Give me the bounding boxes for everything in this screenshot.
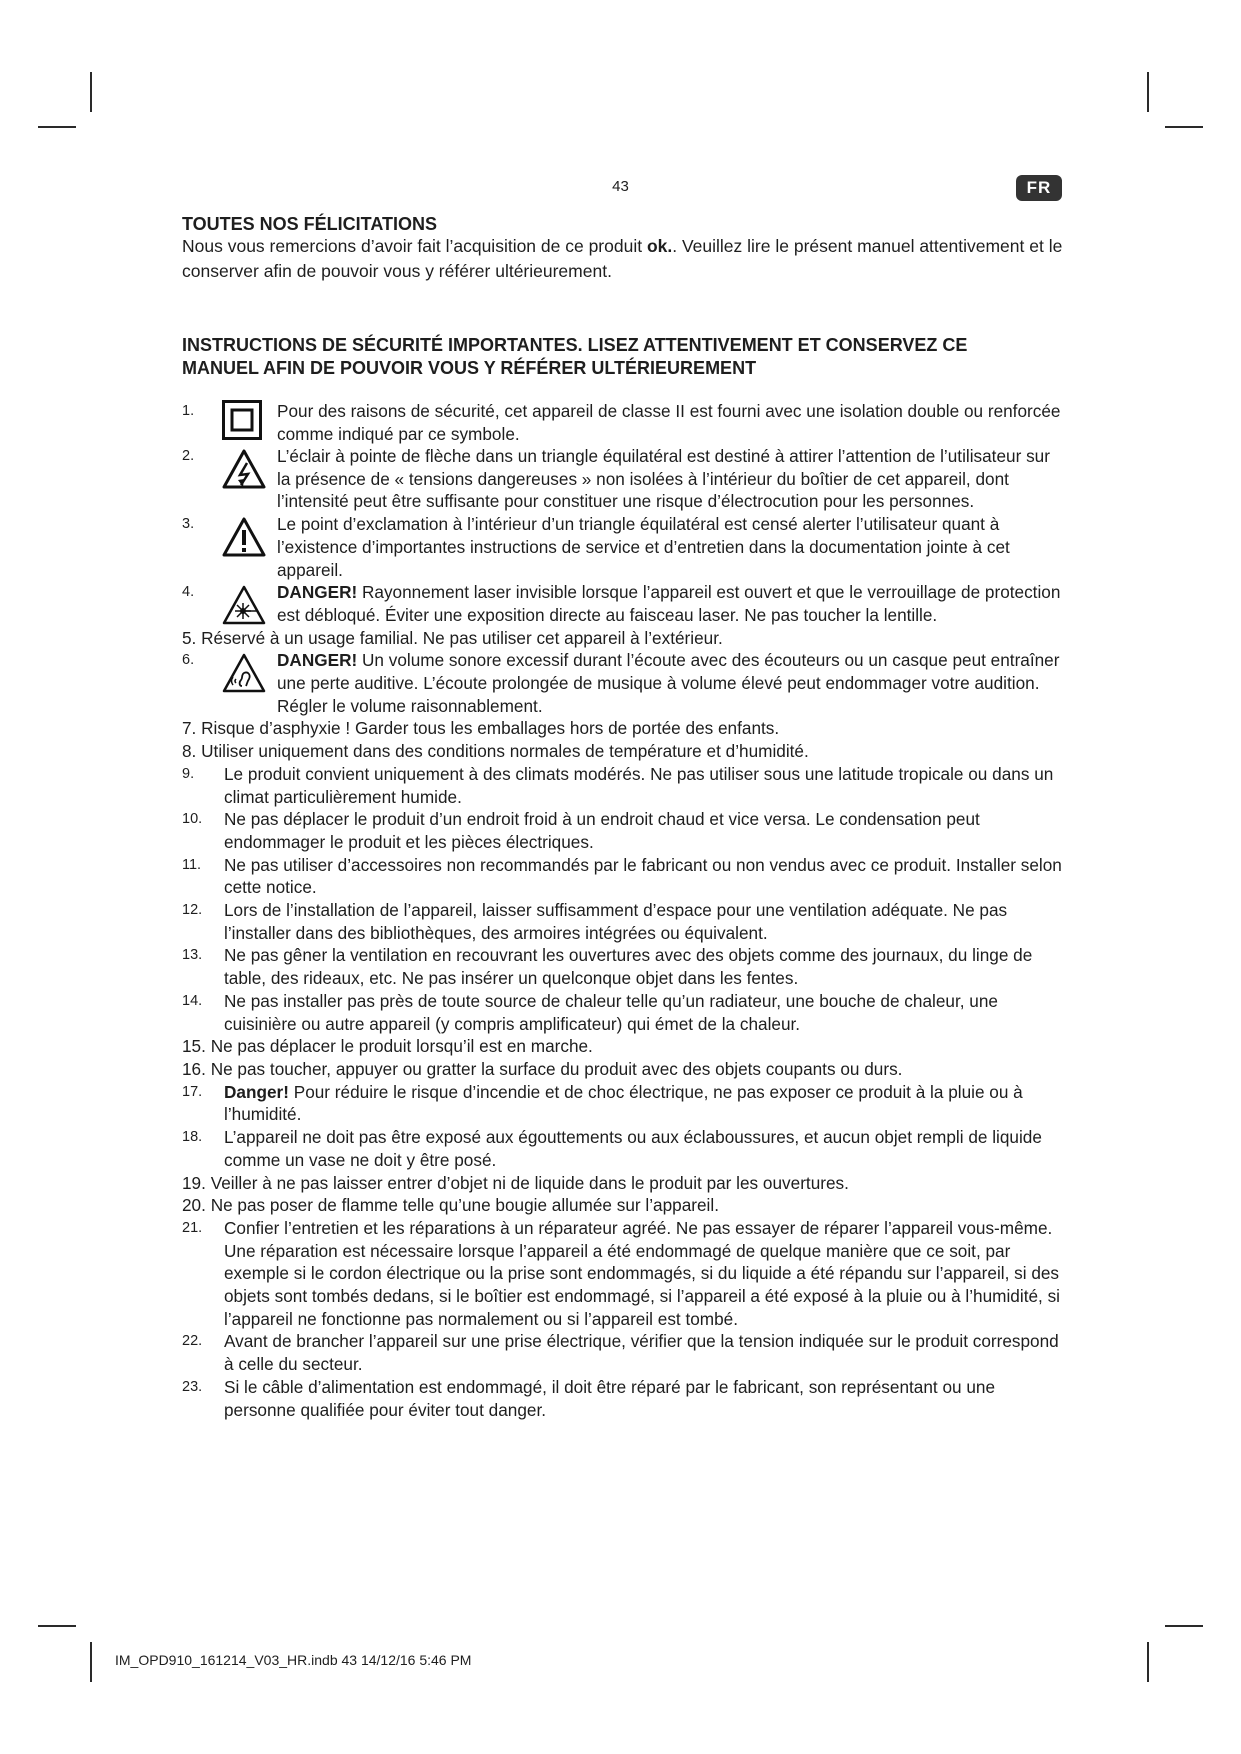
crop-mark-top-right-horizontal — [1165, 126, 1203, 128]
list-item: 3. Le point d’exclamation à l’intérieur d’un triangle équilatéral est censé alerter l’utilisateur quant à l’existence d’importantes instructions de service et d’entretien dans la documentation jointe à cet appareil. — [182, 514, 1010, 580]
list-item: 17. Danger! Pour réduire le risque d’incendie et de choc électrique, ne pas exposer ce produit à la pluie ou à l’humidité. — [182, 1081, 1023, 1125]
list-item: 4. DANGER! Rayonnement laser invisible lorsque l’appareil est ouvert et que le verrouillage de protection est débloqué. Éviter une exposition directe au faisceau laser. Ne pas toucher la lentille. — [182, 582, 1061, 625]
list-item: 5. Réservé à un usage familial. Ne pas utiliser cet appareil à l’extérieur. — [182, 627, 723, 648]
double-insulation-icon — [222, 400, 262, 440]
electric-shock-warning-icon — [222, 449, 266, 489]
safety-heading: INSTRUCTIONS DE SÉCURITÉ IMPORTANTES. LISEZ ATTENTIVEMENT ET CONSERVEZ CE MANUEL AFIN DE POUVOIR VOUS Y RÉFÉRER ULTÉRIEUREMENT — [182, 335, 968, 378]
list-item: 22. Avant de brancher l’appareil sur une prise électrique, vérifier que la tension indiquée sur le produit correspond à celle du secteur. — [182, 1331, 1059, 1375]
crop-mark-top-right-vertical — [1147, 72, 1149, 112]
list-item: 8. Utiliser uniquement dans des conditions normales de température et d’humidité. — [182, 741, 809, 762]
hearing-damage-warning-icon — [222, 653, 266, 693]
congrats-title: TOUTES NOS FÉLICITATIONS — [182, 214, 438, 234]
language-badge: FR — [1016, 175, 1062, 201]
crop-mark-top-left-horizontal — [38, 126, 76, 128]
crop-mark-bottom-left-horizontal — [38, 1625, 76, 1627]
safety-instructions-list — [182, 400, 1062, 1421]
exclamation-warning-icon — [222, 517, 266, 557]
list-item: 19. Veiller à ne pas laisser entrer d’objet ni de liquide dans le produit par les ouvertures. — [182, 1172, 849, 1193]
list-item: 15. Ne pas déplacer le produit lorsqu’il est en marche. — [182, 1036, 593, 1057]
laser-warning-icon — [222, 585, 266, 625]
crop-mark-bottom-right-horizontal — [1165, 1625, 1203, 1627]
brand-name: ok. — [646, 236, 673, 256]
list-item: 2. L’éclair à pointe de flèche dans un triangle équilatéral est destiné à attirer l’attention de l’utilisateur sur la présence de « tensions dangereuses » non isolées à l’intérieur du boîtier de cet appareil, dont l’intensité peut être suffisante pour constituer une risque d’électrocution pour les personnes. — [182, 446, 1050, 512]
list-item: 21. Confier l’entretien et les réparations à un réparateur agréé. Ne pas essayer de réparer l’appareil vous-même. Une réparation est nécessaire lorsque l’appareil a été endommagé de quelque manière que ce soit, par exemple si le cordon électrique ou la prise sont endommagés, si du liquide a été répandu sur l’appareil, si des objets sont tombés dedans, si le boîtier est endommagé, si l’appareil a été exposé à la pluie ou à l’humidité, si l’appareil ne fonctionne pas normalement ou si l’appareil est tombé. — [182, 1217, 1060, 1329]
print-slug-footer: IM_OPD910_161214_V03_HR.indb 43 14/12/16 5:46 PM — [115, 1652, 472, 1668]
list-item: 16. Ne pas toucher, appuyer ou gratter la surface du produit avec des objets coupants ou durs. — [182, 1058, 903, 1079]
list-item: 14. Ne pas installer pas près de toute source de chaleur telle qu’un radiateur, une bouche de chaleur, une cuisinière ou autre appareil (y compris amplificateur) qui émet de la chaleur. — [182, 990, 998, 1034]
list-item: 13. Ne pas gêner la ventilation en recouvrant les ouvertures avec des objets comme des journaux, du linge de table, des rideaux, etc. Ne pas insérer un quelconque objet dans les fentes. — [182, 945, 1033, 989]
list-item: 12. Lors de l’installation de l’appareil, laisser suffisamment d’espace pour une ventilation adéquate. Ne pas l’installer dans des bibliothèques, des armoires intégrées ou équivalent. — [182, 900, 1008, 943]
list-item: 6. DANGER! Un volume sonore excessif durant l’écoute avec des écouteurs ou un casque peut entraîner une perte auditive. L’écoute prolongée de musique à volume élevé peut endommager votre audition. Régler le volume raisonnablement. — [182, 650, 1060, 716]
crop-mark-top-left-vertical — [90, 72, 92, 112]
list-item: 10. Ne pas déplacer le produit d’un endroit froid à un endroit chaud et vice versa. Le condensation peut endommager le produit et les pièces électriques. — [182, 809, 980, 852]
list-item: 18. L’appareil ne doit pas être exposé aux égouttements ou aux éclaboussures, et aucun objet rempli de liquide comme un vase ne doit y être posé. — [182, 1127, 1042, 1170]
page-number: 43 — [612, 178, 629, 195]
crop-mark-bottom-right-vertical — [1147, 1642, 1149, 1682]
list-item: 7. Risque d’asphyxie ! Garder tous les emballages hors de portée des enfants. — [182, 718, 780, 739]
list-item: 11. Ne pas utiliser d’accessoires non recommandés par le fabricant ou non vendus avec ce produit. Installer selon cette notice. — [182, 854, 1062, 898]
list-item: 20. Ne pas poser de flamme telle qu’une bougie allumée sur l’appareil. — [182, 1195, 719, 1216]
congrats-text: Nous vous remercions d’avoir fait l’acquisition de ce produit ok.. Veuillez lire le présent manuel attentivement et le conserver afin de pouvoir vous y référer ultérieurement. — [182, 236, 1063, 281]
list-item: 23. Si le câble d’alimentation est endommagé, il doit être réparé par le fabricant, son représentant ou une personne qualifiée pour éviter tout danger. — [182, 1376, 996, 1420]
list-item: 1. Pour des raisons de sécurité, cet appareil de classe II est fourni avec une isolation double ou renforcée comme indiqué par ce symbole. — [182, 401, 1061, 444]
crop-mark-bottom-left-vertical — [90, 1642, 92, 1682]
list-item: 9. Le produit convient uniquement à des climats modérés. Ne pas utiliser sous une latitude tropicale ou dans un climat particulièrement humide. — [182, 763, 1054, 807]
